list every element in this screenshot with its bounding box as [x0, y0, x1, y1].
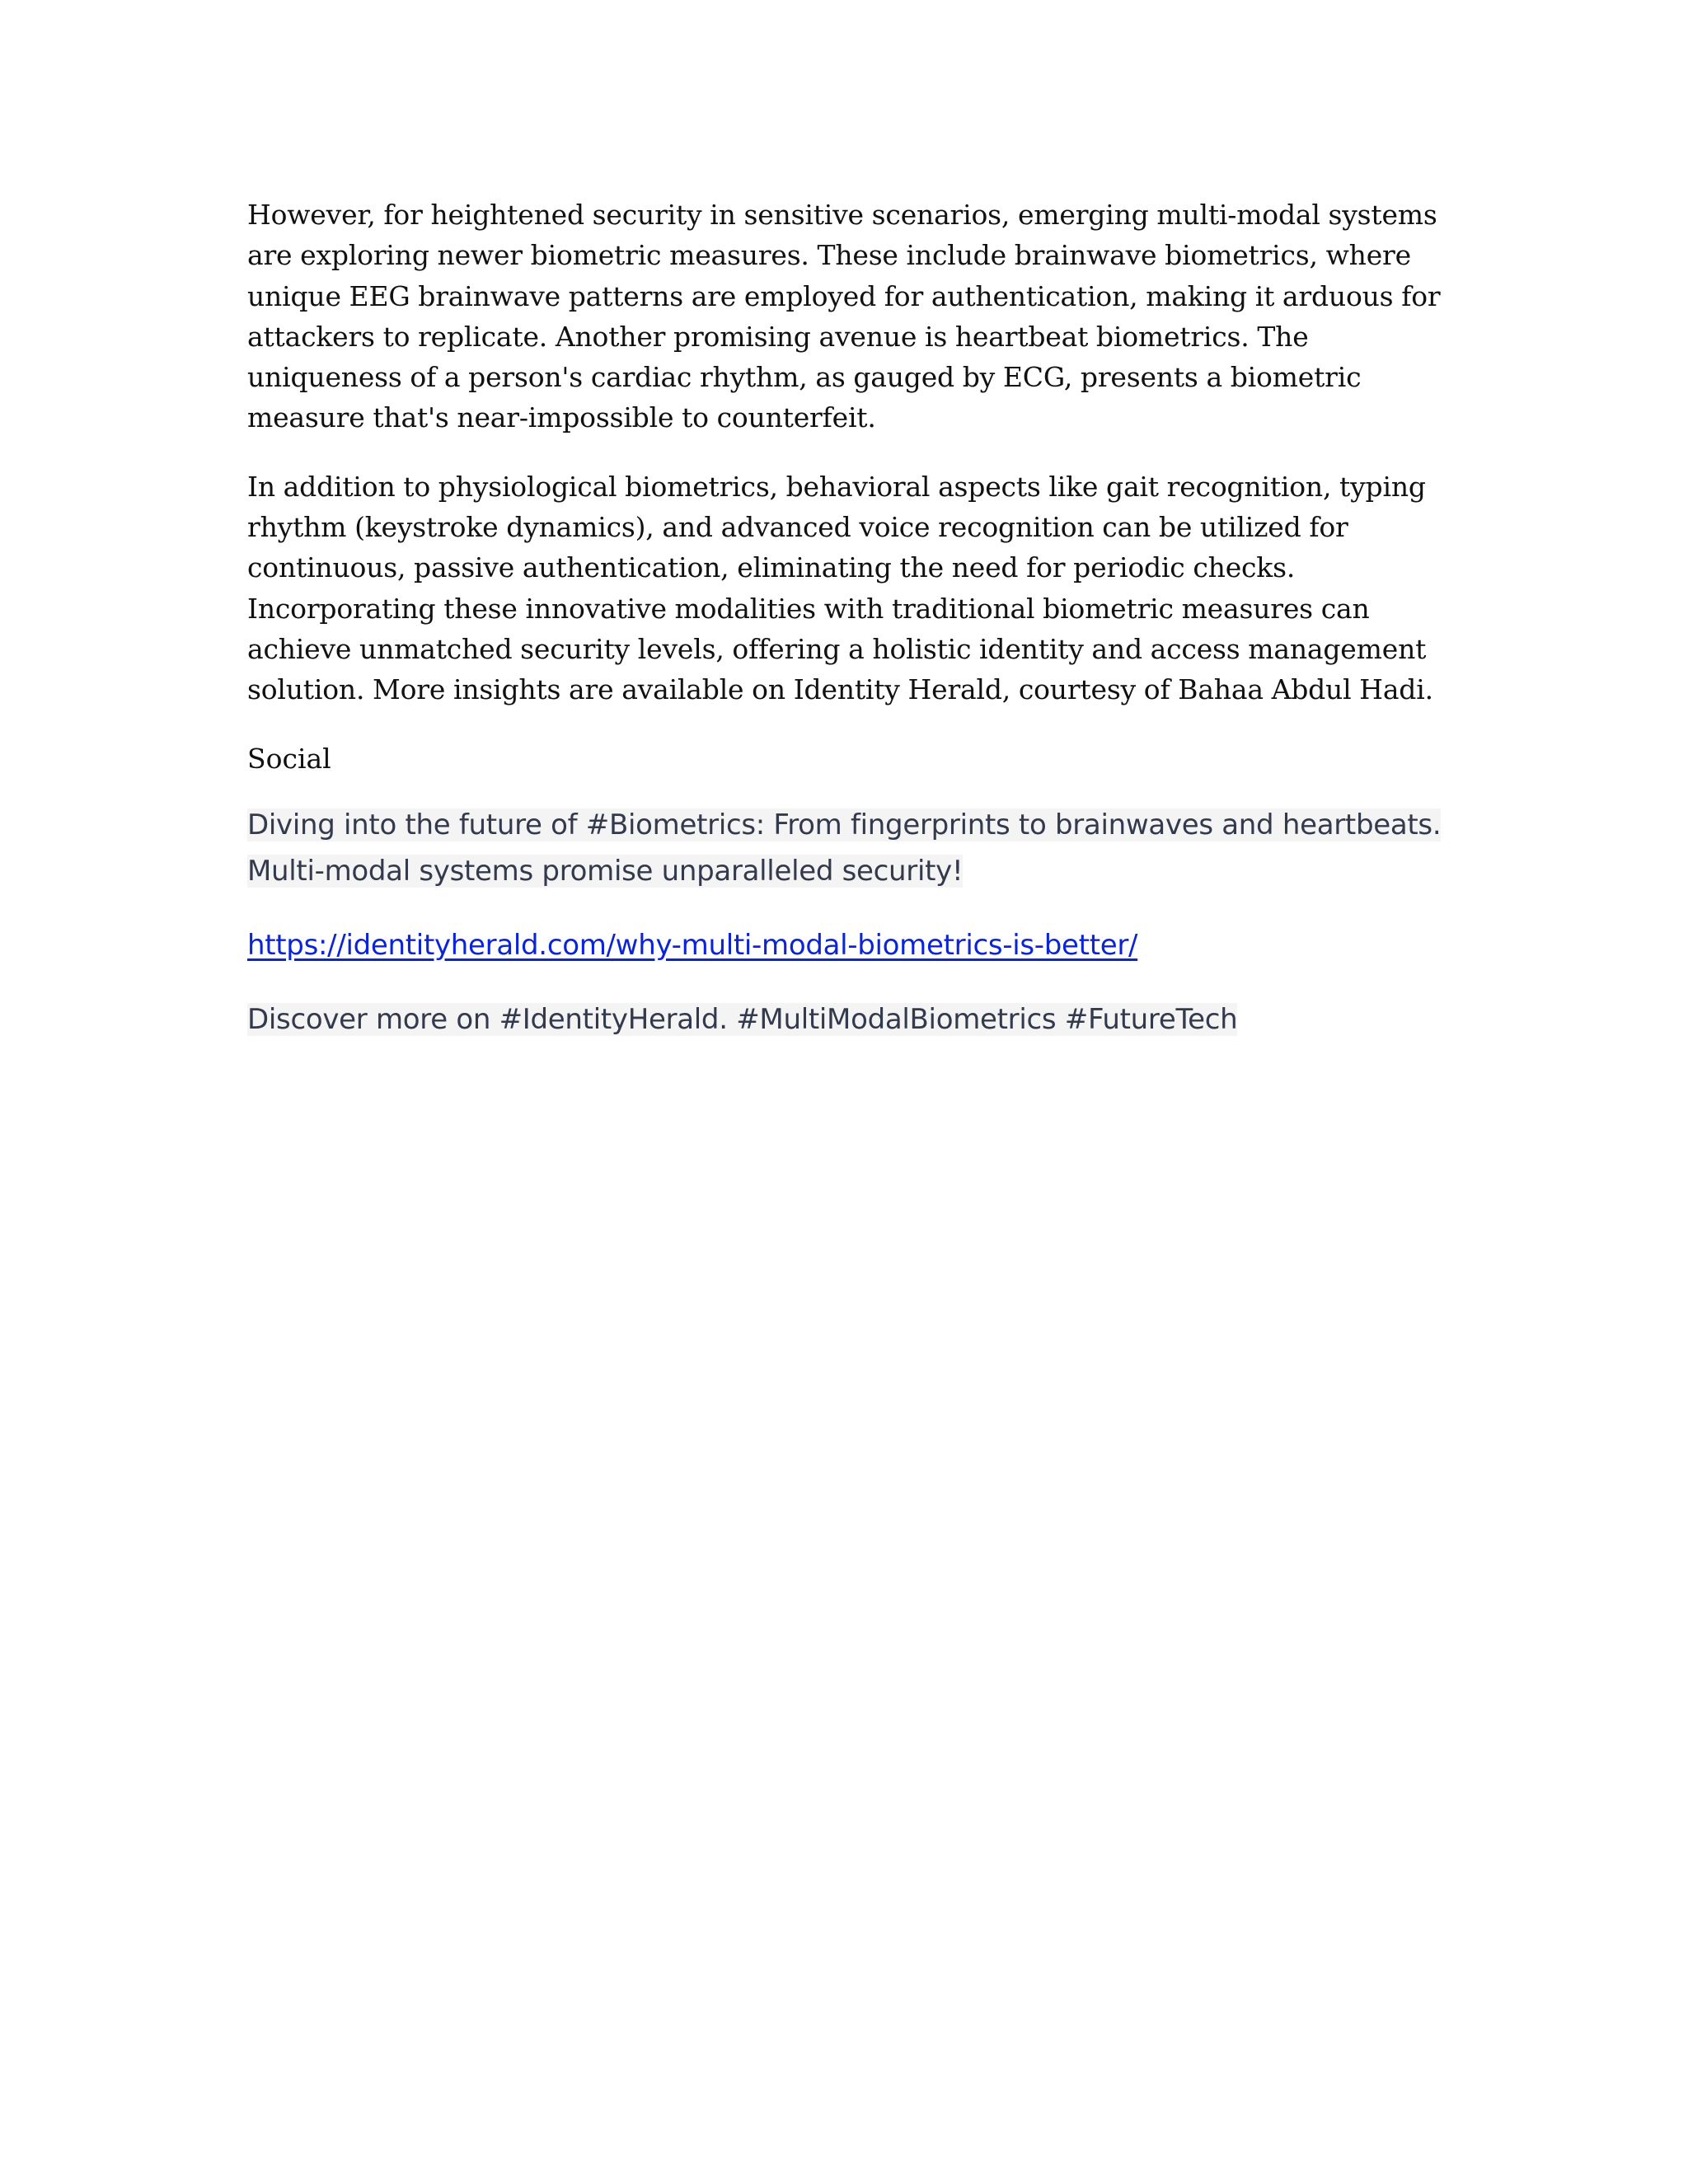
paragraph-security: However, for heightened security in sensitive scenarios, emerging multi-modal systems are exploring newer biometric measures. These include brainwave biometrics, where unique EEG brainwave patterns are employed for authentication, making it arduous for attackers to replicate. Another promising avenue is heartbeat biometrics. The uniqueness of a person's cardiac rhythm, as gauged by ECG, presents a biometric measure that's near-impossible to counterfeit.: [247, 199, 1441, 434]
document-content: [247, 194, 1451, 1071]
social-post: [247, 802, 1451, 894]
paragraph-behavioral: In addition to physiological biometrics, behavioral aspects like gait recognition, typing rhythm (keystroke dynamics), and advanced voice recognition can be utilized for continuous, passive authentication, eliminating the need for periodic checks. Incorporating these innovative modalities with traditional biometric measures can achieve unmatched security levels, offering a holistic identity and access management solution. More insights are available on Identity Herald, courtesy of Bahaa Abdul Hadi.: [247, 470, 1433, 706]
social-footer: [247, 996, 1451, 1043]
social-link-row: [247, 922, 1451, 968]
social-heading: Social: [247, 742, 331, 775]
article-link[interactable]: https://identityherald.com/why-multi-modal-biometrics-is-better/: [247, 928, 1138, 962]
social-footer-text: Discover more on #IdentityHerald. #MultiModalBiometrics #FutureTech: [247, 1002, 1238, 1036]
social-post-text: Diving into the future of #Biometrics: From fingerprints to brainwaves and heartbeats. Multi-modal systems promise unparalleled security!: [247, 808, 1442, 888]
